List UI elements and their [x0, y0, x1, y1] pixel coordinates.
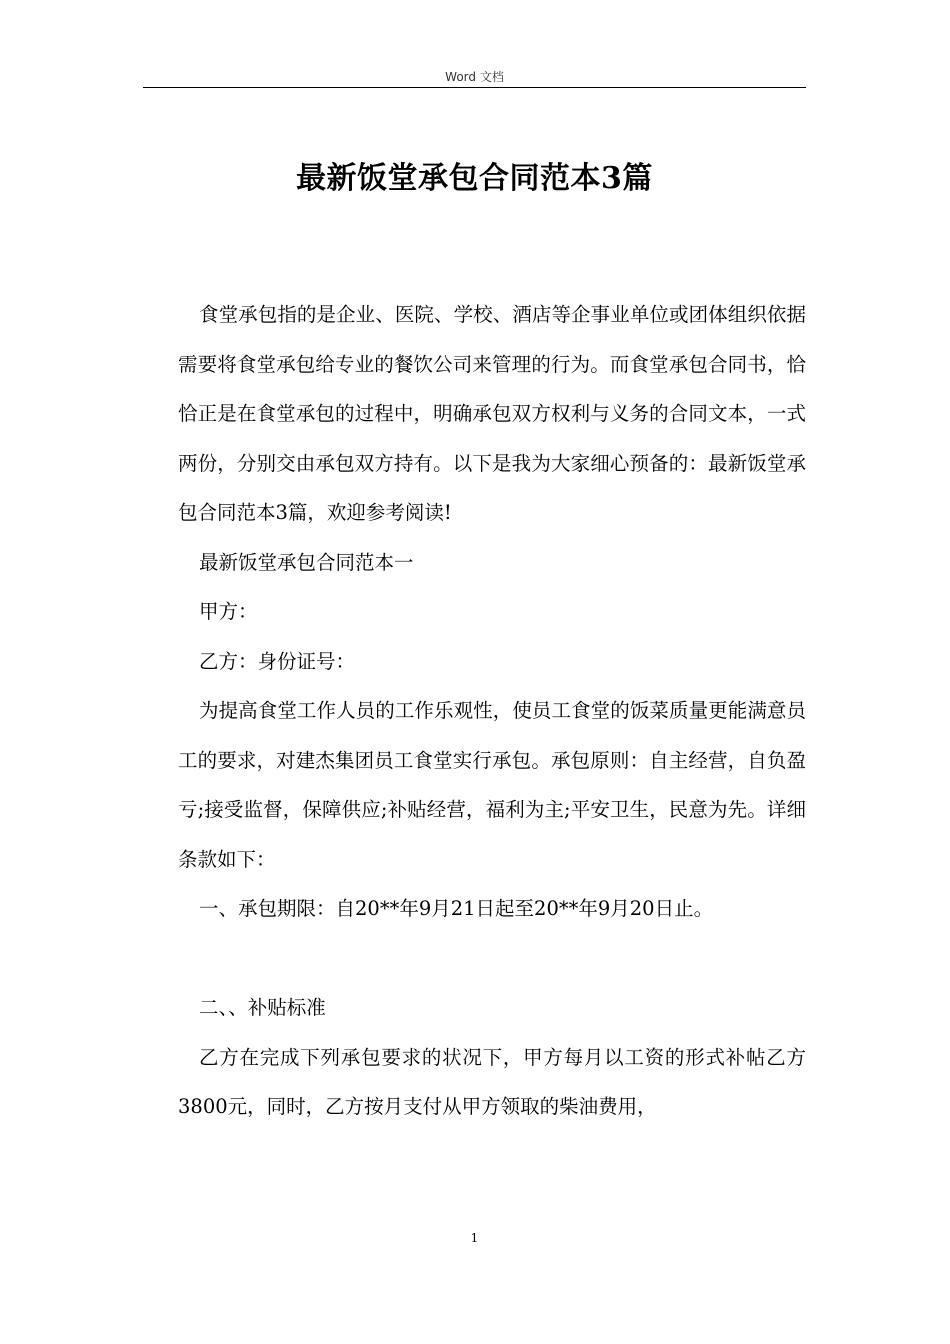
purpose-paragraph: 为提高食堂工作人员的工作乐观性，使员工食堂的饭菜质量更能满意员工的要求，对建杰集团员工食堂实行承包。承包原则：自主经营，自负盈亏;接受监督，保障供应;补贴经营，福利为主;平安卫生，民意为先。详细条款如下：	[178, 699, 806, 871]
clause-subsidy-heading: 二、、补贴标准	[199, 996, 326, 1019]
clause-subsidy-paragraph: 乙方在完成下列承包要求的状况下，甲方每月以工资的形式补帖乙方3800元，同时，乙方按月支付从甲方领取的柴油费用，	[178, 1045, 806, 1118]
page-header: Word 文档	[445, 70, 504, 84]
section-heading: 最新饭堂承包合同范本一	[199, 550, 414, 574]
party-a-line: 甲方：	[199, 600, 258, 623]
clause-term: 一、承包期限：自20**年9月21日起至20**年9月20日止。	[199, 897, 714, 920]
intro-paragraph: 食堂承包指的是企业、医院、学校、酒店等企事业单位或团体组织依据需要将食堂承包给专业的餐饮公司来管理的行为。而食堂承包合同书，恰恰正是在食堂承包的过程中，明确承包双方权利与义务的合同文本，一式两份，分别交由承包双方持有。以下是我为大家细心预备的：最新饭堂承包合同范本3篇，欢迎参考阅读!	[178, 303, 806, 524]
party-b-line: 乙方：身份证号：	[199, 649, 356, 673]
page-number: 1	[470, 1231, 479, 1245]
document-title: 最新饭堂承包合同范本3篇	[296, 161, 653, 196]
header-divider	[143, 87, 806, 88]
document-body	[178, 290, 806, 1132]
